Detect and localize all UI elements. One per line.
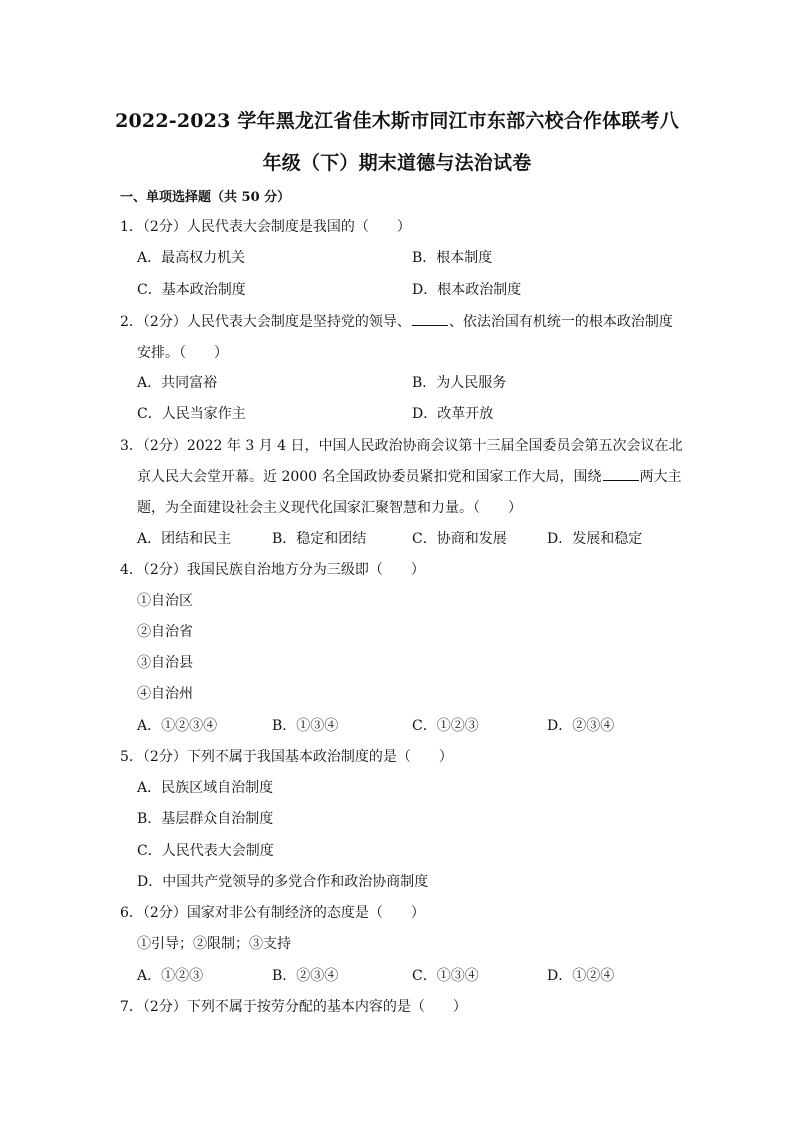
- q4-option-d: D．②③④: [547, 718, 615, 734]
- q6-option-d: D．①②④: [547, 968, 615, 984]
- q1-option-b: B．根本制度: [412, 250, 493, 266]
- q2-option-c: C．人民当家作主: [137, 406, 246, 422]
- exam-title-line2: 年级（下）期末道德与法治试卷: [262, 152, 532, 174]
- q2-text-part2: 、依法治国有机统一的根本政治制度: [448, 314, 673, 330]
- q2-text-part1: 2．（2分）人民代表大会制度是坚持党的领导、: [120, 314, 411, 330]
- q5-option-c: C．人民代表大会制度: [137, 843, 274, 859]
- question-3-text: 3．（2分）2022 年 3 月 4 日，中国人民政治协商会议第十三届全国委员会第五次会议在北: [120, 438, 683, 454]
- question-2-text: [120, 313, 673, 331]
- question-7-text: 7．（2分）下列不属于按劳分配的基本内容的是（ ）: [120, 999, 467, 1015]
- exam-title-line1: 2022-2023 学年黑龙江省佳木斯市同江市东部六校合作体联考八: [115, 110, 679, 132]
- q1-option-d: D．根本政治制度: [412, 282, 522, 298]
- q5-option-b: B．基层群众自治制度: [137, 811, 274, 827]
- question-5-text: 5．（2分）下列不属于我国基本政治制度的是（ ）: [120, 749, 453, 765]
- q4-item-3: ③自治县: [137, 655, 193, 671]
- q4-option-b: B．①③④: [272, 718, 339, 734]
- q3-option-c: C．协商和发展: [412, 531, 507, 547]
- question-4-text: 4．（2分）我国民族自治地方分为三级即（ ）: [120, 562, 425, 578]
- q5-option-d: D．中国共产党领导的多党合作和政治协商制度: [137, 874, 429, 890]
- q1-option-a: A．最高权力机关: [137, 250, 246, 266]
- q2-blank: [412, 313, 448, 326]
- q3-cont1-part2: 两大主: [639, 469, 682, 485]
- q2-option-b: B．为人民服务: [412, 375, 507, 391]
- q6-option-a: A．①②③: [137, 968, 204, 984]
- q4-item-1: ①自治区: [137, 593, 193, 609]
- q6-option-b: B．②③④: [272, 968, 339, 984]
- q1-option-c: C．基本政治制度: [137, 282, 246, 298]
- q5-option-a: A．民族区域自治制度: [137, 780, 274, 796]
- q2-option-a: A．共同富裕: [137, 375, 218, 391]
- question-1-text: 1．（2分）人民代表大会制度是我国的（ ）: [120, 219, 411, 235]
- q3-cont1-part1: 京人民大会堂开幕。近 2000 名全国政协委员紧扣党和国家工作大局，围绕: [137, 469, 602, 485]
- q4-option-c: C．①②③: [412, 718, 479, 734]
- q4-item-2: ②自治省: [137, 624, 193, 640]
- section-heading: 一、单项选择题（共 50 分）: [120, 190, 291, 205]
- q4-item-4: ④自治州: [137, 686, 193, 702]
- q6-option-c: C．①③④: [412, 968, 479, 984]
- q6-items: ①引导；②限制；③支持: [137, 936, 291, 952]
- q3-option-d: D．发展和稳定: [547, 531, 643, 547]
- question-6-text: 6．（2分）国家对非公有制经济的态度是（ ）: [120, 905, 425, 921]
- q2-option-d: D．改革开放: [412, 406, 494, 422]
- q3-option-b: B．稳定和团结: [272, 531, 367, 547]
- question-3-text-cont1: [137, 468, 682, 486]
- q4-option-a: A．①②③④: [137, 718, 218, 734]
- question-2-text-cont: 安排。（ ）: [137, 345, 228, 361]
- q3-option-a: A．团结和民主: [137, 531, 232, 547]
- question-3-text-cont2: 题，为全面建设社会主义现代化国家汇聚智慧和力量。（ ）: [137, 500, 522, 516]
- q3-blank: [603, 468, 639, 481]
